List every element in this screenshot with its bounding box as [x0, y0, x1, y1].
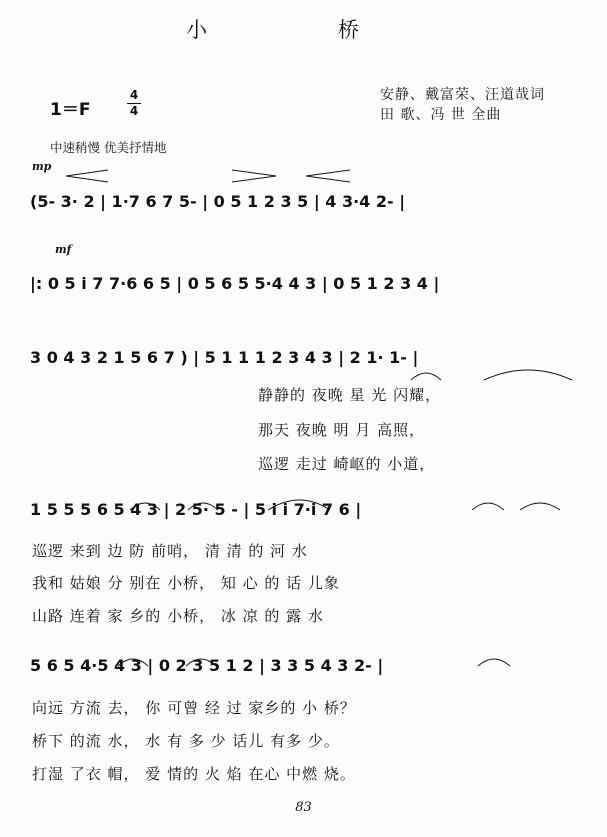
composer-credit: 田 歌、冯 世 全曲: [380, 107, 502, 123]
slur: [478, 659, 510, 666]
slur: [484, 370, 572, 380]
slur: [118, 659, 148, 666]
page-number: 83: [295, 800, 312, 815]
slur: [472, 503, 504, 510]
lyric-line: 桥下 的流 水， 水 有 多 少 话儿 有多 少。: [32, 732, 340, 750]
score-line-1: (5- 3· 2 | 1·7 6 7 5- | 0 5 1 2 3 5 | 4 3·4 2- |: [30, 192, 406, 211]
lyric-line: 山路 连着 家 乡的 小桥， 冰 凉 的 露 水: [32, 607, 324, 625]
lyric-line: 向远 方流 去， 你 可曾 经 过 家乡的 小 桥？: [32, 699, 356, 717]
tempo-marking: 中速稍慢 优美抒情地: [50, 140, 167, 155]
crescendo-hairpin: [66, 170, 108, 182]
dynamic-mf: mf: [55, 243, 72, 256]
lyric-line: 静静的 夜晚 星 光 闪耀，: [258, 386, 442, 404]
dynamic-mp: mp: [32, 160, 52, 173]
slur: [130, 503, 160, 510]
score-line-2: |: 0 5 i 7 7·6 6 5 | 0 5 6 5 5·4 4 3 | 0 5 1 2 3 4 |: [30, 274, 440, 293]
crescendo-hairpin: [306, 170, 350, 182]
slur: [520, 503, 560, 510]
song-title: 小 桥: [186, 18, 421, 42]
score-line-4: 1 5 5 5 6 5 4 3 | 2 5· 5 - | 5 i i 7·i 7 6 |: [30, 500, 362, 519]
key-signature: 1＝F: [50, 100, 91, 120]
slur: [268, 500, 330, 510]
time-numerator: 4: [127, 88, 141, 104]
score-line-5: 5 6 5 4·5 4 3 | 0 2 3 5 1 2 | 3 3 5 4 3 2- |: [30, 656, 384, 675]
score-line-3: 3 0 4 3 2 1 5 6 7 ) | 5 1 1 1 2 3 4 3 | 2 1· 1- |: [30, 348, 419, 367]
lyric-line: 巡逻 走过 崎岖的 小道，: [258, 455, 436, 473]
lyric-line: 巡逻 来到 边 防 前哨， 清 清 的 河 水: [32, 542, 308, 560]
slur: [186, 659, 216, 666]
slur: [411, 373, 441, 380]
lyric-line: 打湿 了衣 帽， 爱 情的 火 焰 在心 中燃 烧。: [32, 765, 356, 783]
lyric-line: 那天 夜晚 明 月 高照，: [258, 421, 426, 439]
slur: [188, 503, 218, 510]
time-denominator: 4: [129, 104, 139, 118]
lyric-line: 我和 姑娘 分 别在 小桥， 知 心 的 话 儿象: [32, 574, 340, 592]
decrescendo-hairpin: [232, 170, 276, 182]
lyricist-credit: 安静、戴富荣、汪道哉词: [380, 87, 545, 103]
